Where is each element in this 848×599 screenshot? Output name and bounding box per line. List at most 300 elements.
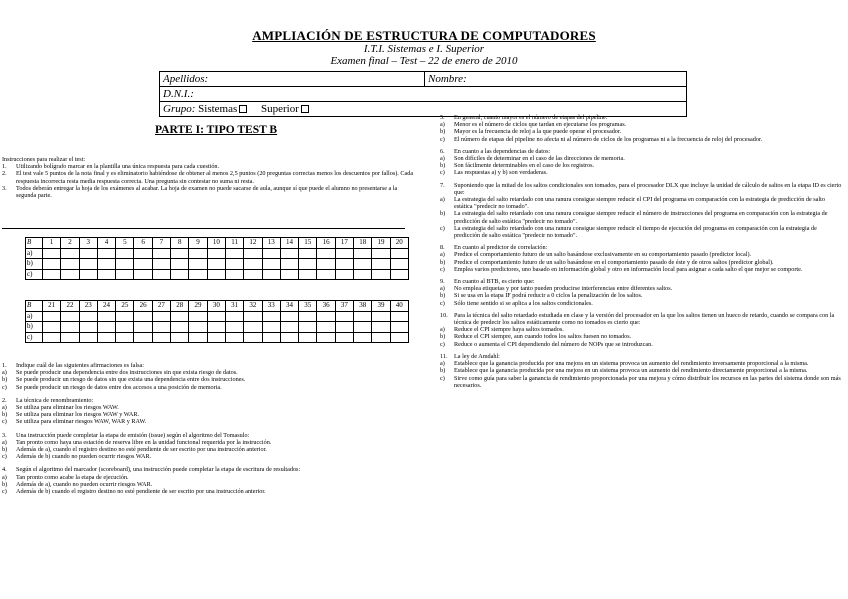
option-text: Se utiliza para eliminar los riesgos WAW. [16,404,119,412]
option-text: Se puede producir una dependencia entre dos instrucciones sin que exista riesgo de datos. [16,369,238,377]
question-text: Una instrucción puede completar la etapa de emisión (issue) según el algoritmo del Tomasulo: [16,431,250,439]
answer-cell[interactable] [262,332,280,343]
answer-cell[interactable] [280,332,298,343]
grid-option-label: a) [26,248,43,259]
answer-cell[interactable] [354,332,372,343]
grid-question-number: 39 [372,301,390,312]
answer-cell[interactable] [134,332,152,343]
grid-option-label: b) [26,322,43,333]
option-letter: b) [2,480,8,488]
answer-cell[interactable] [207,332,225,343]
question [2,397,412,426]
answer-cell[interactable] [152,259,170,270]
grid-question-number: 40 [390,301,408,312]
option-letter: a) [440,251,445,259]
answer-cell[interactable] [372,322,390,333]
option-text: Se puede producir un riesgo de datos sin que exista una dependencia entre dos instrucciones. [16,376,246,384]
option-text: Menor es el número de ciclos que tardan en ejecutarse los programas. [454,121,627,129]
option-letter: a) [2,369,7,377]
option-text: Son difíciles de determinar en el caso de las direcciones de memoria. [454,155,625,163]
answer-cell[interactable] [354,311,372,322]
question [2,466,412,495]
grid-corner-label: B [26,238,43,249]
question-number: 4. [2,466,7,474]
grid-question-number: 19 [372,238,390,249]
answer-cell[interactable] [262,269,280,280]
answer-option [440,121,844,128]
answer-option [2,481,412,488]
answer-cell[interactable] [116,322,134,333]
answer-cell[interactable] [299,259,317,270]
sistemas-label: Sistemas [198,103,238,115]
option-text: Se puede producir un riesgo de datos entre dos accesos a una posición de memoria. [16,383,222,391]
option-text: La estrategia del salto retardado con una ranura consigue siempre reducir el CPI del programa en comparación con la estrategia de predicción de salto estática "predecir no tomado". [454,196,825,211]
answer-cell[interactable] [390,311,408,322]
answer-cell[interactable] [299,311,317,322]
answer-cell[interactable] [244,248,262,259]
answer-cell[interactable] [280,322,298,333]
grid-question-number: 23 [79,301,97,312]
answer-cell[interactable] [299,322,317,333]
option-letter: c) [440,169,445,177]
question-stem [440,114,844,121]
answer-option [2,411,412,418]
answer-cell[interactable] [390,259,408,270]
answer-cell[interactable] [317,259,335,270]
answer-cell[interactable] [171,248,189,259]
grid-question-number: 13 [262,238,280,249]
answer-cell[interactable] [372,248,390,259]
answer-option [440,259,844,266]
question [440,114,844,143]
option-text: Predice el comportamiento futuro de un salto basándose exclusivamente en su comportamiento pasado (predictor local). [454,251,752,259]
part-title: PARTE I: TIPO TEST B [155,124,278,136]
grid-question-number: 12 [244,238,262,249]
answer-cell[interactable] [354,322,372,333]
question [440,244,844,273]
option-letter: a) [440,155,445,163]
answer-cell[interactable] [372,269,390,280]
answer-cell[interactable] [390,332,408,343]
answer-grid-2 [25,300,409,343]
answer-cell[interactable] [354,248,372,259]
answer-cell[interactable] [134,269,152,280]
grid-question-number: 27 [152,301,170,312]
question-number: 6. [440,147,445,155]
answer-cell[interactable] [134,322,152,333]
option-letter: b) [440,292,446,300]
answer-cell[interactable] [299,248,317,259]
answer-cell[interactable] [262,248,280,259]
grid-question-number: 4 [97,238,115,249]
answer-cell[interactable] [116,332,134,343]
student-id-box [159,71,687,117]
answer-cell[interactable] [189,332,207,343]
question-stem [440,244,844,251]
question-text: Suponiendo que la mitad de los saltos condicionales son tomados, para el procesador DLX que incluye la unidad de cálculo de saltos en la etapa ID es cierto que: [454,181,842,196]
answer-cell[interactable] [171,259,189,270]
answer-cell[interactable] [152,311,170,322]
answer-cell[interactable] [317,248,335,259]
answer-cell[interactable] [244,269,262,280]
answer-cell[interactable] [335,248,353,259]
answer-option [440,333,844,340]
grid-question-number: 3 [79,238,97,249]
answer-cell[interactable] [43,311,61,322]
nombre-field[interactable]: Nombre: [425,72,687,87]
grid-question-number: 24 [97,301,115,312]
answer-cell[interactable] [152,248,170,259]
exam-date-subtitle: Examen final – Test – 22 de enero de 2010 [330,55,518,67]
instructions [2,156,414,199]
answer-cell[interactable] [116,311,134,322]
answer-cell[interactable] [116,259,134,270]
answer-cell[interactable] [317,332,335,343]
option-letter: a) [2,438,7,446]
grid-question-number: 20 [390,238,408,249]
answer-cell[interactable] [116,248,134,259]
question-number: 3. [2,431,7,439]
answer-cell[interactable] [43,332,61,343]
option-letter: b) [440,210,446,218]
apellidos-field[interactable]: Apellidos: [160,72,425,87]
question-text: En cuanto al BTB, es cierto que: [454,278,535,286]
option-text: Establece que la ganancia producida por una mejora en un sistema provoca un aumento del rendimiento directamente proporcional a la misma. [454,367,808,375]
answer-option [440,266,844,273]
question-text: Indique cuál de las siguientes afirmaciones es falsa: [16,362,145,369]
answer-cell[interactable] [372,259,390,270]
option-letter: b) [440,367,446,375]
question-text: En cuanto a las dependencias de datos: [454,147,551,155]
grid-question-number: 15 [299,238,317,249]
answer-cell[interactable] [244,332,262,343]
answer-cell[interactable] [43,322,61,333]
question-stem [2,432,412,439]
grid-option-label: a) [26,311,43,322]
option-letter: a) [2,473,7,481]
answer-option [2,369,412,376]
question-stem [2,397,412,404]
answer-option [2,446,412,453]
answer-cell[interactable] [207,259,225,270]
option-letter: b) [2,411,8,419]
answer-option [440,367,844,374]
question-text: Según el algoritmo del marcador (scoreboard), una instrucción puede completar la etapa de escritura de resultados: [16,466,301,474]
answer-cell[interactable] [262,322,280,333]
answer-option [2,418,412,425]
answer-cell[interactable] [97,322,115,333]
grid-question-number: 11 [225,238,243,249]
answer-option [440,162,844,169]
option-letter: b) [440,162,446,170]
answer-cell[interactable] [299,269,317,280]
answer-option [2,453,412,460]
answer-cell[interactable] [244,322,262,333]
answer-cell[interactable] [61,322,79,333]
answer-cell[interactable] [390,269,408,280]
answer-cell[interactable] [171,332,189,343]
grid-question-number: 18 [354,238,372,249]
grid-question-number: 6 [134,238,152,249]
grid-question-number: 2 [61,238,79,249]
option-text: El número de etapas del pipeline no afecta ni al número de ciclos de los programas ni a la frecuencia de reloj del procesador. [454,135,763,143]
grid-question-number: 17 [335,238,353,249]
answer-cell[interactable] [152,322,170,333]
grid-option-label: b) [26,259,43,270]
grid-question-number: 32 [244,301,262,312]
answer-cell[interactable] [79,248,97,259]
answer-cell[interactable] [225,322,243,333]
option-text: Se utiliza para eliminar los riesgos WAW y WAR. [16,411,140,419]
answer-cell[interactable] [189,269,207,280]
answer-cell[interactable] [335,269,353,280]
answer-cell[interactable] [390,322,408,333]
option-text: Mayor es la frecuencia de reloj a la que puede operar el procesador. [454,128,622,136]
option-text: Se utiliza para eliminar riesgos WAW, WAR y RAW. [16,418,147,426]
answer-cell[interactable] [280,248,298,259]
grupo-label: Grupo: [163,103,196,115]
answer-option [440,360,844,367]
answer-cell[interactable] [97,248,115,259]
grid-question-number: 22 [61,301,79,312]
option-letter: a) [440,285,445,293]
question-number: 2. [2,396,7,404]
grid-question-number: 21 [43,301,61,312]
question-number: 11. [440,352,448,360]
question-text: En general, cuanto mayor es el número de etapas del pipeline: [454,114,608,121]
question-number: 5. [440,114,445,121]
answer-cell[interactable] [335,259,353,270]
option-letter: c) [440,135,445,143]
grid-question-number: 35 [299,301,317,312]
answer-cell[interactable] [61,259,79,270]
question-stem [440,353,844,360]
option-letter: c) [440,224,445,232]
answer-option [440,128,844,135]
grid-question-number: 26 [134,301,152,312]
right-question-column [440,114,844,394]
instruction-item: 3. Todos deberán entregar la hoja de los exámenes al acabar. La hoja de examen no puede sacarse de aula, aunque sí que puede el alumno no presentarse a la segunda parte. [2,184,398,200]
answer-cell[interactable] [225,248,243,259]
dni-field[interactable]: D.N.I.: [160,87,687,102]
answer-cell[interactable] [225,332,243,343]
answer-cell[interactable] [225,311,243,322]
grid-option-label: c) [26,269,43,280]
answer-cell[interactable] [280,259,298,270]
option-letter: b) [440,258,446,266]
answer-cell[interactable] [189,311,207,322]
answer-cell[interactable] [61,269,79,280]
option-letter: c) [440,340,445,348]
answer-cell[interactable] [354,259,372,270]
answer-option [440,375,844,389]
option-letter: c) [440,299,445,307]
answer-cell[interactable] [262,259,280,270]
course-subtitle: I.T.I. Sistemas e I. Superior [363,43,485,55]
answer-cell[interactable] [97,332,115,343]
answer-cell[interactable] [280,269,298,280]
answer-cell[interactable] [152,332,170,343]
grid-question-number: 38 [354,301,372,312]
question-number: 8. [440,244,445,252]
answer-cell[interactable] [207,311,225,322]
grid-question-number: 29 [189,301,207,312]
option-letter: c) [2,383,7,391]
answer-cell[interactable] [354,269,372,280]
option-text: Sirve como guía para saber la ganancia de rendimiento proporcionada por una mejora y cómo distribuir los recursos en las partes del sistema donde son más necesarios. [454,374,841,389]
option-letter: b) [440,333,446,341]
instructions-heading: Instrucciones para realizar el test: [2,156,86,163]
answer-cell[interactable] [262,311,280,322]
option-text: No emplea etiquetas y por tanto pueden producirse interferencias entre diferentes saltos. [454,285,673,293]
answer-cell[interactable] [134,248,152,259]
answer-cell[interactable] [372,311,390,322]
answer-option [440,341,844,348]
answer-cell[interactable] [225,269,243,280]
answer-cell[interactable] [152,269,170,280]
option-letter: a) [440,196,445,204]
question [440,312,844,348]
answer-option [2,488,412,495]
answer-option [440,155,844,162]
answer-cell[interactable] [97,311,115,322]
answer-cell[interactable] [171,322,189,333]
answer-cell[interactable] [79,259,97,270]
answer-option [440,326,844,333]
option-letter: c) [2,418,7,426]
question-text: La técnica de renombramiento: [16,396,94,404]
answer-option [440,169,844,176]
answer-cell[interactable] [116,269,134,280]
option-text: Si se usa en la etapa IF podrá reducir a 0 ciclos la penalización de los saltos. [454,292,643,300]
question-number: 1. [2,362,7,369]
answer-option [440,292,844,299]
grid-question-number: 9 [189,238,207,249]
question-stem [2,362,412,369]
answer-grid-1 [25,237,409,280]
option-text: La estrategia del salto retardado con una ranura consigue siempre reducir el tiempo de ejecución del programa en comparación con la estrategia de predicción de salto estática "predecir no tomado". [454,224,817,240]
answer-cell[interactable] [97,259,115,270]
grid-corner-label: B [26,301,43,312]
answer-cell[interactable] [207,248,225,259]
grid-option-label: c) [26,332,43,343]
answer-cell[interactable] [225,259,243,270]
answer-cell[interactable] [317,311,335,322]
question-number: 9. [440,278,445,286]
answer-cell[interactable] [317,322,335,333]
question [2,432,412,461]
question [440,148,844,177]
answer-option [440,210,844,224]
grid-question-number: 8 [171,238,189,249]
question-text: La ley de Amdahl: [454,352,500,360]
answer-cell[interactable] [189,248,207,259]
answer-cell[interactable] [134,311,152,322]
answer-option [440,225,844,239]
grid-question-number: 37 [335,301,353,312]
question-number: 7. [440,181,445,189]
answer-cell[interactable] [61,311,79,322]
answer-option [2,404,412,411]
grid-question-number: 33 [262,301,280,312]
answer-cell[interactable] [79,311,97,322]
option-text: Reduce el CPI siempre, aun cuando todos los saltos fuesen no tomados. [454,333,632,341]
answer-cell[interactable] [43,269,61,280]
option-letter: b) [2,376,8,384]
answer-cell[interactable] [335,322,353,333]
grid-question-number: 25 [116,301,134,312]
answer-cell[interactable] [61,248,79,259]
question-text: En cuanto al predictor de correlación: [454,244,548,252]
answer-option [2,384,412,391]
option-text: Las respuestas a) y b) son verdaderas. [454,169,548,177]
superior-checkbox[interactable] [301,105,309,113]
answer-cell[interactable] [207,269,225,280]
answer-option [440,300,844,307]
option-letter: c) [2,488,7,496]
option-text: Son fácilmente determinables en el caso de los registros. [454,162,595,170]
answer-cell[interactable] [134,259,152,270]
option-text: La estrategia del salto retardado con una ranura consigue siempre reducir el número de instrucciones del programa en comparación con la estrategia de predicción de salto estática "predecir no tomado". [454,210,828,225]
question-stem [440,148,844,155]
answer-cell[interactable] [244,311,262,322]
answer-cell[interactable] [79,269,97,280]
answer-option [440,285,844,292]
answer-cell[interactable] [189,322,207,333]
answer-cell[interactable] [43,248,61,259]
answer-cell[interactable] [189,259,207,270]
answer-cell[interactable] [79,322,97,333]
question [440,278,844,307]
answer-cell[interactable] [280,311,298,322]
grid-question-number: 36 [317,301,335,312]
superior-label: Superior [261,103,299,115]
answer-cell[interactable] [171,311,189,322]
answer-cell[interactable] [335,311,353,322]
option-letter: a) [440,326,445,334]
option-text: Reduce el CPI siempre haya saltos tomados. [454,326,564,334]
grid-question-number: 7 [152,238,170,249]
question-stem [440,182,844,196]
question-number: 10. [440,311,448,319]
answer-option [440,251,844,258]
answer-cell[interactable] [372,332,390,343]
answer-cell[interactable] [97,269,115,280]
option-text: Además de b) cuando no pueden ocurrir riesgos WAR. [16,453,152,461]
answer-cell[interactable] [390,248,408,259]
sistemas-checkbox[interactable] [239,105,247,113]
option-letter: a) [2,404,7,412]
option-text: Tan pronto como acabe la etapa de ejecución. [16,473,129,481]
answer-cell[interactable] [43,259,61,270]
option-text: Además de b) cuando el registro destino no esté pendiente de ser escrito por una instrucción anterior. [16,488,266,496]
answer-cell[interactable] [317,269,335,280]
answer-cell[interactable] [61,332,79,343]
option-text: Además de a), cuando el registro destino no esté pendiente de ser escrito por una instrucción anterior. [16,446,267,454]
answer-option [2,376,412,383]
grid-question-number: 10 [207,238,225,249]
answer-cell[interactable] [299,332,317,343]
answer-cell[interactable] [207,322,225,333]
answer-cell[interactable] [79,332,97,343]
answer-cell[interactable] [335,332,353,343]
option-text: Además de a), cuando no pueden ocurrir riesgos WAR. [16,480,153,488]
answer-option [2,439,412,446]
question-stem [2,466,412,473]
answer-cell[interactable] [171,269,189,280]
answer-cell[interactable] [244,259,262,270]
grid-question-number: 5 [116,238,134,249]
